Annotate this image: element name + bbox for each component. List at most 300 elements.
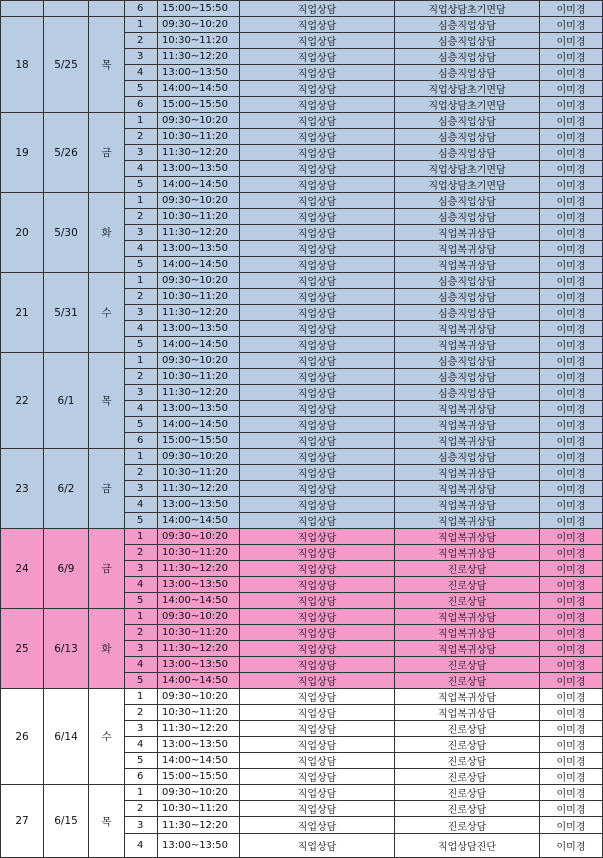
slot-cell: 1 bbox=[125, 273, 158, 289]
time-cell: 11:30~12:20 bbox=[158, 481, 240, 497]
table-row bbox=[1, 17, 603, 33]
type-cell: 직업상담 bbox=[240, 641, 395, 657]
time-cell: 11:30~12:20 bbox=[158, 225, 240, 241]
counselor-cell: 이미경 bbox=[540, 705, 603, 721]
table-row bbox=[1, 609, 603, 625]
counselor-cell: 이미경 bbox=[540, 529, 603, 545]
counselor-cell: 이미경 bbox=[540, 385, 603, 401]
time-cell: 11:30~12:20 bbox=[158, 305, 240, 321]
type-cell: 직업상담 bbox=[240, 353, 395, 369]
date-cell: 6/13 bbox=[44, 609, 89, 689]
type-cell: 직업상담 bbox=[240, 401, 395, 417]
date-cell: 6/9 bbox=[44, 529, 89, 609]
table-row bbox=[1, 689, 603, 705]
counselor-cell: 이미경 bbox=[540, 577, 603, 593]
time-cell: 13:00~13:50 bbox=[158, 737, 240, 753]
counselor-cell: 이미경 bbox=[540, 193, 603, 209]
time-cell: 10:30~11:20 bbox=[158, 625, 240, 641]
content-cell: 심층직업상담 bbox=[395, 113, 540, 129]
slot-cell: 5 bbox=[125, 513, 158, 529]
counselor-cell: 이미경 bbox=[540, 593, 603, 609]
counselor-cell: 이미경 bbox=[540, 737, 603, 753]
content-cell: 심층직업상담 bbox=[395, 385, 540, 401]
time-cell: 11:30~12:20 bbox=[158, 561, 240, 577]
content-cell: 진로상담 bbox=[395, 801, 540, 817]
time-cell: 14:00~14:50 bbox=[158, 257, 240, 273]
slot-cell: 2 bbox=[125, 545, 158, 561]
time-cell: 09:30~10:20 bbox=[158, 449, 240, 465]
counselor-cell: 이미경 bbox=[540, 497, 603, 513]
type-cell: 직업상담 bbox=[240, 545, 395, 561]
date-cell bbox=[44, 1, 89, 17]
time-cell: 09:30~10:20 bbox=[158, 17, 240, 33]
counselor-cell: 이미경 bbox=[540, 209, 603, 225]
type-cell: 직업상담 bbox=[240, 49, 395, 65]
slot-cell: 1 bbox=[125, 113, 158, 129]
slot-cell: 3 bbox=[125, 385, 158, 401]
type-cell: 직업상담 bbox=[240, 625, 395, 641]
content-cell: 심층직업상담 bbox=[395, 33, 540, 49]
slot-cell: 1 bbox=[125, 193, 158, 209]
slot-cell: 5 bbox=[125, 593, 158, 609]
counselor-cell: 이미경 bbox=[540, 305, 603, 321]
content-cell: 직업상담초기면담 bbox=[395, 97, 540, 113]
weekday-cell: 금 bbox=[89, 529, 125, 609]
content-cell: 진로상담 bbox=[395, 673, 540, 689]
slot-cell: 2 bbox=[125, 465, 158, 481]
type-cell: 직업상담 bbox=[240, 769, 395, 785]
weekday-cell: 목 bbox=[89, 353, 125, 449]
time-cell: 15:00~15:50 bbox=[158, 97, 240, 113]
content-cell: 직업복귀상담 bbox=[395, 321, 540, 337]
content-cell: 진로상담 bbox=[395, 657, 540, 673]
date-cell: 5/31 bbox=[44, 273, 89, 353]
content-cell: 직업복귀상담 bbox=[395, 337, 540, 353]
time-cell: 09:30~10:20 bbox=[158, 609, 240, 625]
type-cell: 직업상담 bbox=[240, 1, 395, 17]
time-cell: 13:00~13:50 bbox=[158, 241, 240, 257]
slot-cell: 4 bbox=[125, 737, 158, 753]
slot-cell: 5 bbox=[125, 673, 158, 689]
time-cell: 10:30~11:20 bbox=[158, 545, 240, 561]
content-cell: 진로상담 bbox=[395, 721, 540, 737]
counselor-cell: 이미경 bbox=[540, 321, 603, 337]
time-cell: 15:00~15:50 bbox=[158, 433, 240, 449]
content-cell: 직업복귀상담 bbox=[395, 225, 540, 241]
type-cell: 직업상담 bbox=[240, 817, 395, 834]
counselor-cell: 이미경 bbox=[540, 785, 603, 801]
counselor-cell: 이미경 bbox=[540, 241, 603, 257]
content-cell: 직업상담진단 bbox=[395, 834, 540, 858]
time-cell: 13:00~13:50 bbox=[158, 65, 240, 81]
table-row bbox=[1, 529, 603, 545]
time-cell: 14:00~14:50 bbox=[158, 177, 240, 193]
type-cell: 직업상담 bbox=[240, 785, 395, 801]
type-cell: 직업상담 bbox=[240, 337, 395, 353]
counselor-cell: 이미경 bbox=[540, 753, 603, 769]
slot-cell: 1 bbox=[125, 449, 158, 465]
slot-cell: 4 bbox=[125, 321, 158, 337]
slot-cell: 3 bbox=[125, 305, 158, 321]
type-cell: 직업상담 bbox=[240, 801, 395, 817]
row-number-cell: 25 bbox=[1, 609, 44, 689]
table-row bbox=[1, 449, 603, 465]
row-number-cell: 26 bbox=[1, 689, 44, 785]
type-cell: 직업상담 bbox=[240, 321, 395, 337]
slot-cell: 6 bbox=[125, 1, 158, 17]
content-cell: 심층직업상담 bbox=[395, 17, 540, 33]
type-cell: 직업상담 bbox=[240, 193, 395, 209]
time-cell: 14:00~14:50 bbox=[158, 753, 240, 769]
content-cell: 직업복귀상담 bbox=[395, 401, 540, 417]
time-cell: 13:00~13:50 bbox=[158, 161, 240, 177]
slot-cell: 4 bbox=[125, 401, 158, 417]
type-cell: 직업상담 bbox=[240, 385, 395, 401]
content-cell: 직업복귀상담 bbox=[395, 481, 540, 497]
counselor-cell: 이미경 bbox=[540, 161, 603, 177]
type-cell: 직업상담 bbox=[240, 577, 395, 593]
slot-cell: 3 bbox=[125, 49, 158, 65]
type-cell: 직업상담 bbox=[240, 97, 395, 113]
type-cell: 직업상담 bbox=[240, 673, 395, 689]
counselor-cell: 이미경 bbox=[540, 545, 603, 561]
type-cell: 직업상담 bbox=[240, 129, 395, 145]
slot-cell: 2 bbox=[125, 801, 158, 817]
counselor-cell: 이미경 bbox=[540, 834, 603, 858]
counselor-cell: 이미경 bbox=[540, 177, 603, 193]
weekday-cell: 금 bbox=[89, 113, 125, 193]
content-cell: 심층직업상담 bbox=[395, 209, 540, 225]
schedule-body bbox=[1, 1, 603, 858]
table-row bbox=[1, 193, 603, 209]
time-cell: 14:00~14:50 bbox=[158, 673, 240, 689]
slot-cell: 2 bbox=[125, 33, 158, 49]
content-cell: 직업복귀상담 bbox=[395, 689, 540, 705]
time-cell: 09:30~10:20 bbox=[158, 689, 240, 705]
type-cell: 직업상담 bbox=[240, 561, 395, 577]
time-cell: 10:30~11:20 bbox=[158, 33, 240, 49]
table-row bbox=[1, 1, 603, 17]
type-cell: 직업상담 bbox=[240, 145, 395, 161]
slot-cell: 3 bbox=[125, 225, 158, 241]
slot-cell: 5 bbox=[125, 177, 158, 193]
row-number-cell: 18 bbox=[1, 17, 44, 113]
row-number-cell bbox=[1, 1, 44, 17]
time-cell: 10:30~11:20 bbox=[158, 289, 240, 305]
content-cell: 직업복귀상담 bbox=[395, 465, 540, 481]
type-cell: 직업상담 bbox=[240, 161, 395, 177]
counselor-cell: 이미경 bbox=[540, 273, 603, 289]
slot-cell: 5 bbox=[125, 81, 158, 97]
content-cell: 직업복귀상담 bbox=[395, 433, 540, 449]
counselor-cell: 이미경 bbox=[540, 657, 603, 673]
time-cell: 09:30~10:20 bbox=[158, 113, 240, 129]
time-cell: 09:30~10:20 bbox=[158, 529, 240, 545]
slot-cell: 4 bbox=[125, 497, 158, 513]
type-cell: 직업상담 bbox=[240, 449, 395, 465]
counselor-cell: 이미경 bbox=[540, 769, 603, 785]
weekday-cell: 화 bbox=[89, 193, 125, 273]
date-cell: 6/1 bbox=[44, 353, 89, 449]
slot-cell: 3 bbox=[125, 721, 158, 737]
slot-cell: 4 bbox=[125, 834, 158, 858]
type-cell: 직업상담 bbox=[240, 593, 395, 609]
time-cell: 14:00~14:50 bbox=[158, 81, 240, 97]
slot-cell: 2 bbox=[125, 209, 158, 225]
counselor-cell: 이미경 bbox=[540, 65, 603, 81]
slot-cell: 5 bbox=[125, 337, 158, 353]
weekday-cell: 목 bbox=[89, 785, 125, 858]
row-number-cell: 20 bbox=[1, 193, 44, 273]
content-cell: 진로상담 bbox=[395, 753, 540, 769]
counselor-cell: 이미경 bbox=[540, 225, 603, 241]
time-cell: 13:00~13:50 bbox=[158, 497, 240, 513]
type-cell: 직업상담 bbox=[240, 513, 395, 529]
slot-cell: 4 bbox=[125, 577, 158, 593]
time-cell: 15:00~15:50 bbox=[158, 1, 240, 17]
slot-cell: 1 bbox=[125, 353, 158, 369]
type-cell: 직업상담 bbox=[240, 209, 395, 225]
time-cell: 11:30~12:20 bbox=[158, 145, 240, 161]
content-cell: 직업상담초기면담 bbox=[395, 81, 540, 97]
row-number-cell: 27 bbox=[1, 785, 44, 858]
type-cell: 직업상담 bbox=[240, 81, 395, 97]
slot-cell: 3 bbox=[125, 481, 158, 497]
slot-cell: 4 bbox=[125, 241, 158, 257]
time-cell: 10:30~11:20 bbox=[158, 369, 240, 385]
type-cell: 직업상담 bbox=[240, 465, 395, 481]
counselor-cell: 이미경 bbox=[540, 81, 603, 97]
slot-cell: 1 bbox=[125, 529, 158, 545]
type-cell: 직업상담 bbox=[240, 17, 395, 33]
slot-cell: 5 bbox=[125, 417, 158, 433]
time-cell: 11:30~12:20 bbox=[158, 49, 240, 65]
type-cell: 직업상담 bbox=[240, 113, 395, 129]
content-cell: 진로상담 bbox=[395, 561, 540, 577]
counselor-cell: 이미경 bbox=[540, 113, 603, 129]
counselor-cell: 이미경 bbox=[540, 1, 603, 17]
slot-cell: 1 bbox=[125, 689, 158, 705]
slot-cell: 4 bbox=[125, 65, 158, 81]
weekday-cell: 수 bbox=[89, 273, 125, 353]
slot-cell: 4 bbox=[125, 657, 158, 673]
type-cell: 직업상담 bbox=[240, 657, 395, 673]
time-cell: 09:30~10:20 bbox=[158, 193, 240, 209]
slot-cell: 2 bbox=[125, 369, 158, 385]
date-cell: 5/25 bbox=[44, 17, 89, 113]
date-cell: 6/2 bbox=[44, 449, 89, 529]
table-row bbox=[1, 273, 603, 289]
date-cell: 5/30 bbox=[44, 193, 89, 273]
time-cell: 10:30~11:20 bbox=[158, 801, 240, 817]
counselor-cell: 이미경 bbox=[540, 369, 603, 385]
type-cell: 직업상담 bbox=[240, 737, 395, 753]
counselor-cell: 이미경 bbox=[540, 17, 603, 33]
time-cell: 13:00~13:50 bbox=[158, 834, 240, 858]
time-cell: 14:00~14:50 bbox=[158, 337, 240, 353]
content-cell: 직업상담초기면담 bbox=[395, 1, 540, 17]
counselor-cell: 이미경 bbox=[540, 481, 603, 497]
time-cell: 14:00~14:50 bbox=[158, 513, 240, 529]
type-cell: 직업상담 bbox=[240, 689, 395, 705]
slot-cell: 6 bbox=[125, 433, 158, 449]
time-cell: 10:30~11:20 bbox=[158, 209, 240, 225]
table-row bbox=[1, 113, 603, 129]
counselor-cell: 이미경 bbox=[540, 513, 603, 529]
time-cell: 13:00~13:50 bbox=[158, 657, 240, 673]
counselor-cell: 이미경 bbox=[540, 673, 603, 689]
type-cell: 직업상담 bbox=[240, 529, 395, 545]
type-cell: 직업상담 bbox=[240, 369, 395, 385]
slot-cell: 1 bbox=[125, 17, 158, 33]
content-cell: 심층직업상담 bbox=[395, 353, 540, 369]
type-cell: 직업상담 bbox=[240, 273, 395, 289]
content-cell: 직업복귀상담 bbox=[395, 625, 540, 641]
counselor-cell: 이미경 bbox=[540, 817, 603, 834]
content-cell: 직업상담초기면담 bbox=[395, 177, 540, 193]
slot-cell: 1 bbox=[125, 609, 158, 625]
slot-cell: 5 bbox=[125, 753, 158, 769]
type-cell: 직업상담 bbox=[240, 753, 395, 769]
type-cell: 직업상담 bbox=[240, 257, 395, 273]
time-cell: 10:30~11:20 bbox=[158, 129, 240, 145]
type-cell: 직업상담 bbox=[240, 834, 395, 858]
counselor-cell: 이미경 bbox=[540, 433, 603, 449]
time-cell: 10:30~11:20 bbox=[158, 705, 240, 721]
weekday-cell bbox=[89, 1, 125, 17]
slot-cell: 1 bbox=[125, 785, 158, 801]
content-cell: 심층직업상담 bbox=[395, 193, 540, 209]
date-cell: 6/15 bbox=[44, 785, 89, 858]
slot-cell: 6 bbox=[125, 97, 158, 113]
slot-cell: 2 bbox=[125, 705, 158, 721]
content-cell: 진로상담 bbox=[395, 785, 540, 801]
row-number-cell: 22 bbox=[1, 353, 44, 449]
type-cell: 직업상담 bbox=[240, 305, 395, 321]
content-cell: 직업상담초기면담 bbox=[395, 161, 540, 177]
content-cell: 심층직업상담 bbox=[395, 449, 540, 465]
slot-cell: 3 bbox=[125, 641, 158, 657]
counselor-cell: 이미경 bbox=[540, 145, 603, 161]
slot-cell: 3 bbox=[125, 817, 158, 834]
weekday-cell: 목 bbox=[89, 17, 125, 113]
counselor-cell: 이미경 bbox=[540, 689, 603, 705]
time-cell: 14:00~14:50 bbox=[158, 593, 240, 609]
counselor-cell: 이미경 bbox=[540, 49, 603, 65]
type-cell: 직업상담 bbox=[240, 433, 395, 449]
content-cell: 직업복귀상담 bbox=[395, 417, 540, 433]
content-cell: 심층직업상담 bbox=[395, 49, 540, 65]
counselor-cell: 이미경 bbox=[540, 129, 603, 145]
time-cell: 13:00~13:50 bbox=[158, 577, 240, 593]
counselor-cell: 이미경 bbox=[540, 33, 603, 49]
counselor-cell: 이미경 bbox=[540, 401, 603, 417]
row-number-cell: 19 bbox=[1, 113, 44, 193]
time-cell: 15:00~15:50 bbox=[158, 769, 240, 785]
type-cell: 직업상담 bbox=[240, 481, 395, 497]
time-cell: 13:00~13:50 bbox=[158, 401, 240, 417]
time-cell: 13:00~13:50 bbox=[158, 321, 240, 337]
counselor-cell: 이미경 bbox=[540, 721, 603, 737]
counselor-cell: 이미경 bbox=[540, 625, 603, 641]
content-cell: 심층직업상담 bbox=[395, 369, 540, 385]
slot-cell: 6 bbox=[125, 769, 158, 785]
type-cell: 직업상담 bbox=[240, 177, 395, 193]
content-cell: 심층직업상담 bbox=[395, 129, 540, 145]
type-cell: 직업상담 bbox=[240, 609, 395, 625]
content-cell: 진로상담 bbox=[395, 593, 540, 609]
type-cell: 직업상담 bbox=[240, 497, 395, 513]
time-cell: 10:30~11:20 bbox=[158, 465, 240, 481]
content-cell: 심층직업상담 bbox=[395, 289, 540, 305]
content-cell: 심층직업상담 bbox=[395, 145, 540, 161]
time-cell: 09:30~10:20 bbox=[158, 785, 240, 801]
time-cell: 11:30~12:20 bbox=[158, 721, 240, 737]
weekday-cell: 금 bbox=[89, 449, 125, 529]
content-cell: 진로상담 bbox=[395, 817, 540, 834]
table-row bbox=[1, 785, 603, 801]
time-cell: 11:30~12:20 bbox=[158, 641, 240, 657]
counselor-cell: 이미경 bbox=[540, 97, 603, 113]
slot-cell: 4 bbox=[125, 161, 158, 177]
weekday-cell: 수 bbox=[89, 689, 125, 785]
type-cell: 직업상담 bbox=[240, 241, 395, 257]
counselor-cell: 이미경 bbox=[540, 609, 603, 625]
content-cell: 직업복귀상담 bbox=[395, 497, 540, 513]
slot-cell: 2 bbox=[125, 129, 158, 145]
counselor-cell: 이미경 bbox=[540, 465, 603, 481]
table-row bbox=[1, 353, 603, 369]
counselor-cell: 이미경 bbox=[540, 257, 603, 273]
content-cell: 직업복귀상담 bbox=[395, 529, 540, 545]
row-number-cell: 23 bbox=[1, 449, 44, 529]
counselor-cell: 이미경 bbox=[540, 417, 603, 433]
content-cell: 직업복귀상담 bbox=[395, 241, 540, 257]
type-cell: 직업상담 bbox=[240, 65, 395, 81]
counselor-cell: 이미경 bbox=[540, 353, 603, 369]
content-cell: 심층직업상담 bbox=[395, 305, 540, 321]
row-number-cell: 21 bbox=[1, 273, 44, 353]
weekday-cell: 화 bbox=[89, 609, 125, 689]
time-cell: 11:30~12:20 bbox=[158, 817, 240, 834]
content-cell: 진로상담 bbox=[395, 769, 540, 785]
type-cell: 직업상담 bbox=[240, 33, 395, 49]
date-cell: 6/14 bbox=[44, 689, 89, 785]
content-cell: 심층직업상담 bbox=[395, 65, 540, 81]
counselor-cell: 이미경 bbox=[540, 449, 603, 465]
content-cell: 진로상담 bbox=[395, 577, 540, 593]
type-cell: 직업상담 bbox=[240, 721, 395, 737]
slot-cell: 3 bbox=[125, 145, 158, 161]
slot-cell: 3 bbox=[125, 561, 158, 577]
content-cell: 직업복귀상담 bbox=[395, 513, 540, 529]
time-cell: 11:30~12:20 bbox=[158, 385, 240, 401]
date-cell: 5/26 bbox=[44, 113, 89, 193]
content-cell: 직업복귀상담 bbox=[395, 641, 540, 657]
counselor-cell: 이미경 bbox=[540, 337, 603, 353]
type-cell: 직업상담 bbox=[240, 289, 395, 305]
row-number-cell: 24 bbox=[1, 529, 44, 609]
counselor-cell: 이미경 bbox=[540, 641, 603, 657]
time-cell: 14:00~14:50 bbox=[158, 417, 240, 433]
time-cell: 09:30~10:20 bbox=[158, 353, 240, 369]
type-cell: 직업상담 bbox=[240, 417, 395, 433]
slot-cell: 5 bbox=[125, 257, 158, 273]
counselor-cell: 이미경 bbox=[540, 561, 603, 577]
counselor-cell: 이미경 bbox=[540, 289, 603, 305]
counselor-cell: 이미경 bbox=[540, 801, 603, 817]
content-cell: 직업복귀상담 bbox=[395, 545, 540, 561]
